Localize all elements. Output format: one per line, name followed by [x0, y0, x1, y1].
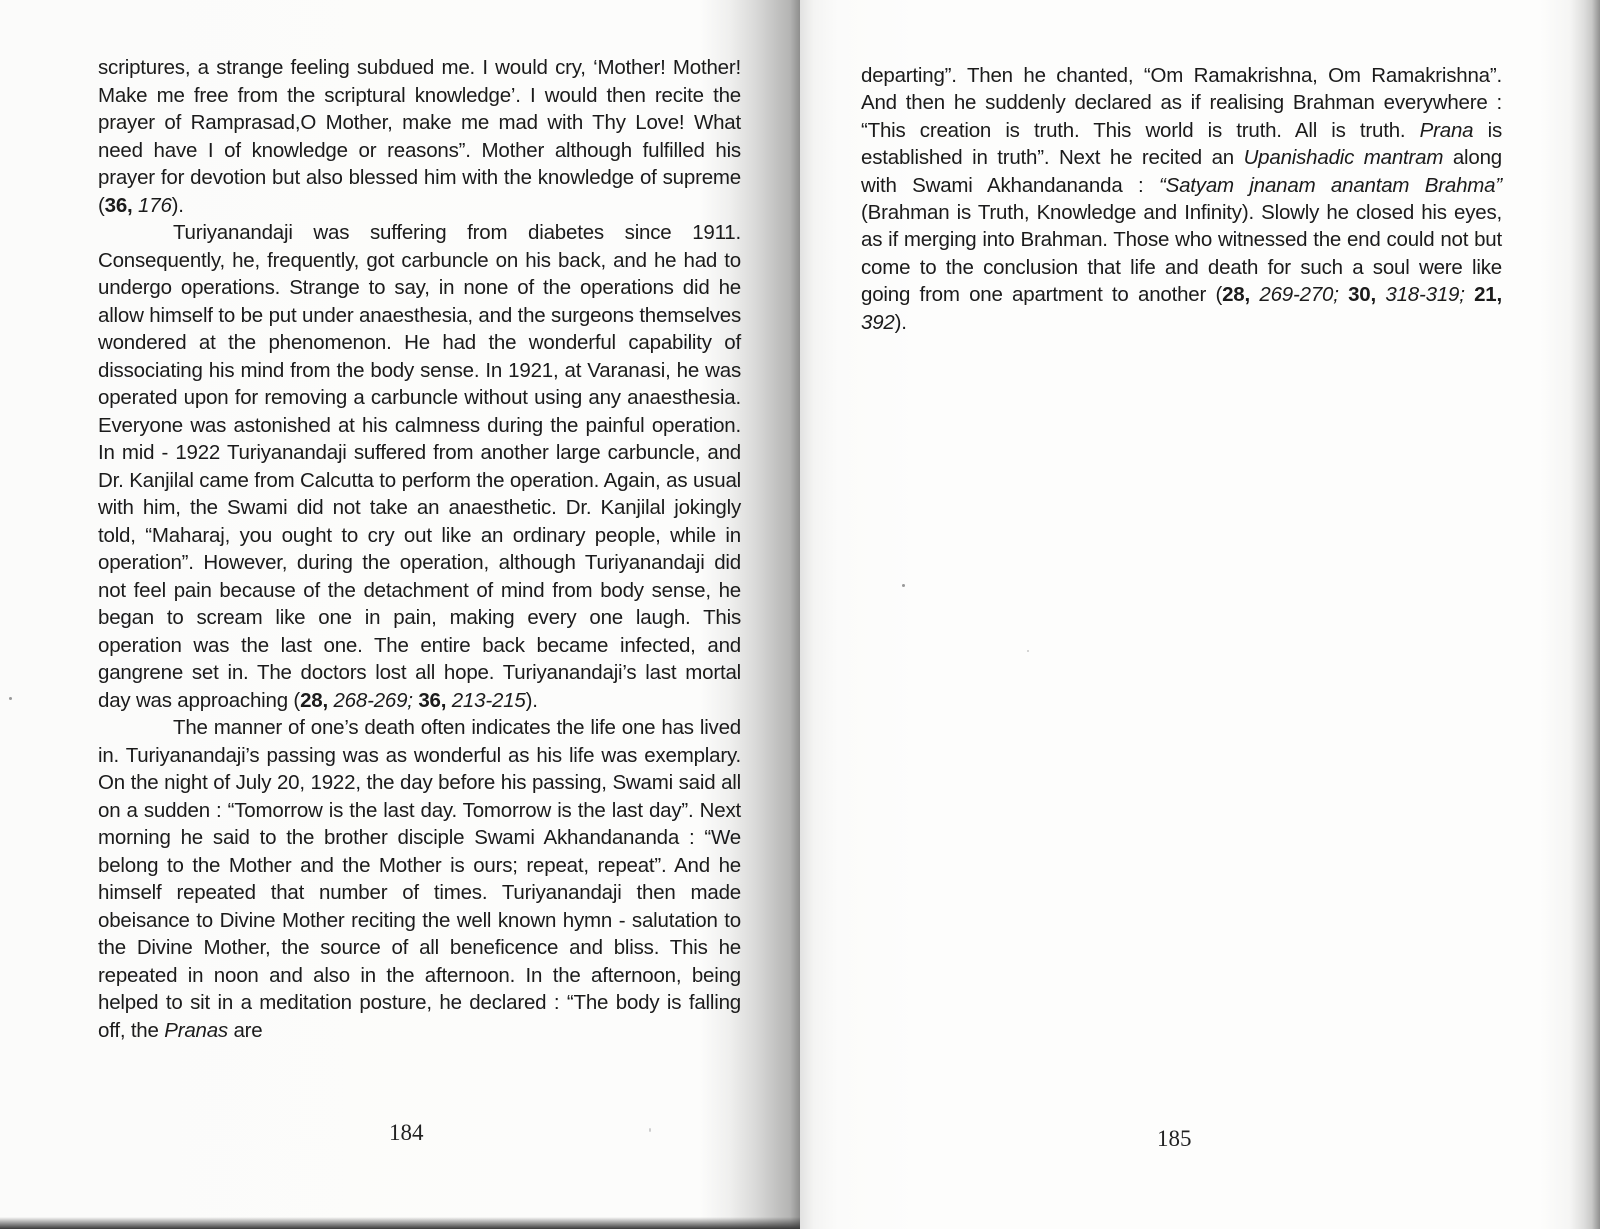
- paper-speck: [9, 697, 12, 700]
- italic-text: “Satyam jnanam anantam Brahma”: [1159, 173, 1502, 197]
- text-run: [1250, 283, 1259, 306]
- citation-number: 28,: [300, 688, 328, 712]
- citation-number: 21,: [1474, 283, 1503, 307]
- text-run: (Brahman is Truth, Knowledge and Infinity). Slowly he closed his eyes, as if merging into Brahman. Those who witnessed the end could not but come to the conclusion that life and death for such a soul were like going from one apartment to another (: [861, 201, 1502, 307]
- citation-number: 28,: [1222, 283, 1251, 307]
- citation-number: 36,: [104, 193, 133, 217]
- text-run: are: [227, 1018, 263, 1042]
- text-run: The manner of one’s death often indicates the life one has lived in. Turiyanandaji’s passing was as wonderful as his life was exemplary. On the night of July 20, 1922, the day before his passing, Swami said all on a sudden : “Tomorrow is the last day. Tomorrow is the last day”. Next morning he said to the brother disciple Swami Akhandananda : “We belong to the Mother and the Mother is ours; repeat, repeat”. And he himself repeated that number of times. Turiyanandaji then made obeisance to Divine Mother reciting the well known hymn - salutation to the Divine Mother, the source of all beneficence and bliss. This he repeated in noon and also in the afternoon. In the afternoon, being helped to sit in a meditation posture, he declared : “The body is falling off, the: [98, 716, 741, 1042]
- page-number-left: 184: [389, 1120, 424, 1145]
- body-paragraph: [98, 54, 741, 219]
- italic-text: Prana: [1419, 118, 1474, 142]
- body-paragraph: [98, 219, 741, 714]
- italic-text: 392: [861, 310, 895, 334]
- paper-speck: [649, 1128, 651, 1132]
- paper-speck: [1027, 650, 1029, 652]
- citation-number: 36,: [418, 688, 447, 712]
- text-run: is established in truth”. Next he recited an: [861, 118, 1502, 170]
- citation-number: 30,: [1348, 283, 1377, 307]
- italic-text: 213-215: [451, 688, 526, 712]
- italic-text: 268-269;: [333, 688, 413, 712]
- text-run: ).: [525, 688, 538, 712]
- page-number-right: 185: [1157, 1126, 1192, 1151]
- body-paragraph: [98, 714, 741, 1044]
- italic-text: Upanishadic mantram: [1243, 146, 1444, 170]
- text-run: [1339, 283, 1348, 306]
- italic-text: 318-319;: [1385, 283, 1465, 307]
- text-run: ).: [171, 193, 184, 217]
- text-run: [1465, 283, 1474, 306]
- left-page-body-text: [98, 54, 741, 1044]
- text-run: departing”. Then he chanted, “Om Ramakrishna, Om Ramakrishna”. And then he suddenly declared as if realising Brahman everywhere : “This creation is truth. This world is truth. All is truth.: [861, 64, 1502, 142]
- text-run: [1376, 283, 1385, 306]
- italic-text: 269-270;: [1259, 283, 1339, 307]
- page-bottom-edge: [0, 1217, 800, 1229]
- paper-speck: [902, 584, 905, 587]
- text-run: Turiyanandaji was suffering from diabetes since 1911. Consequently, he, frequently, got carbuncle on his back, and he had to undergo operations. Strange to say, in none of the operations did he allow himself to be put under anaesthesia, and the surgeons themselves wondered at the phenomenon. He had the wonderful capability of dissociating his mind from the body sense. In 1921, at Varanasi, he was operated upon for removing a carbuncle without using any anaesthesia. Everyone was astonished at his calmness during the painful operation. In mid - 1922 Turiyanandaji suffered from another large carbuncle, and Dr. Kanjilal came from Calcutta to perform the operation. Again, as usual with him, the Swami did not take an anaesthetic. Dr. Kanjilal jokingly told, “Maharaj, you ought to cry out like an ordinary people, while in operation”. However, during the operation, although Turiyanandaji did not feel pain because of the detachment of mind from body sense, he began to scream like one in pain, making every one laugh. This operation was the last one. The entire back became infected, and gangrene set in. The doctors lost all hope. Turiyanandaji’s last mortal day was approaching (: [98, 221, 741, 712]
- italic-text: Pranas: [164, 1018, 228, 1042]
- right-page-body-text: [861, 62, 1502, 336]
- body-paragraph: [861, 62, 1502, 336]
- text-run: scriptures, a strange feeling subdued me. I would cry, ‘Mother! Mother! Make me free from the scriptural knowledge’. I would then recite the prayer of Ramprasad,O Mother, make me mad with Thy Love! What need have I of knowledge or reasons”. Mother although fulfilled his prayer for devotion but also blessed him with the knowledge of supreme (: [98, 56, 741, 217]
- text-run: along with Swami Akhandananda :: [861, 146, 1502, 197]
- italic-text: 176: [138, 193, 172, 217]
- text-run: ).: [894, 310, 907, 334]
